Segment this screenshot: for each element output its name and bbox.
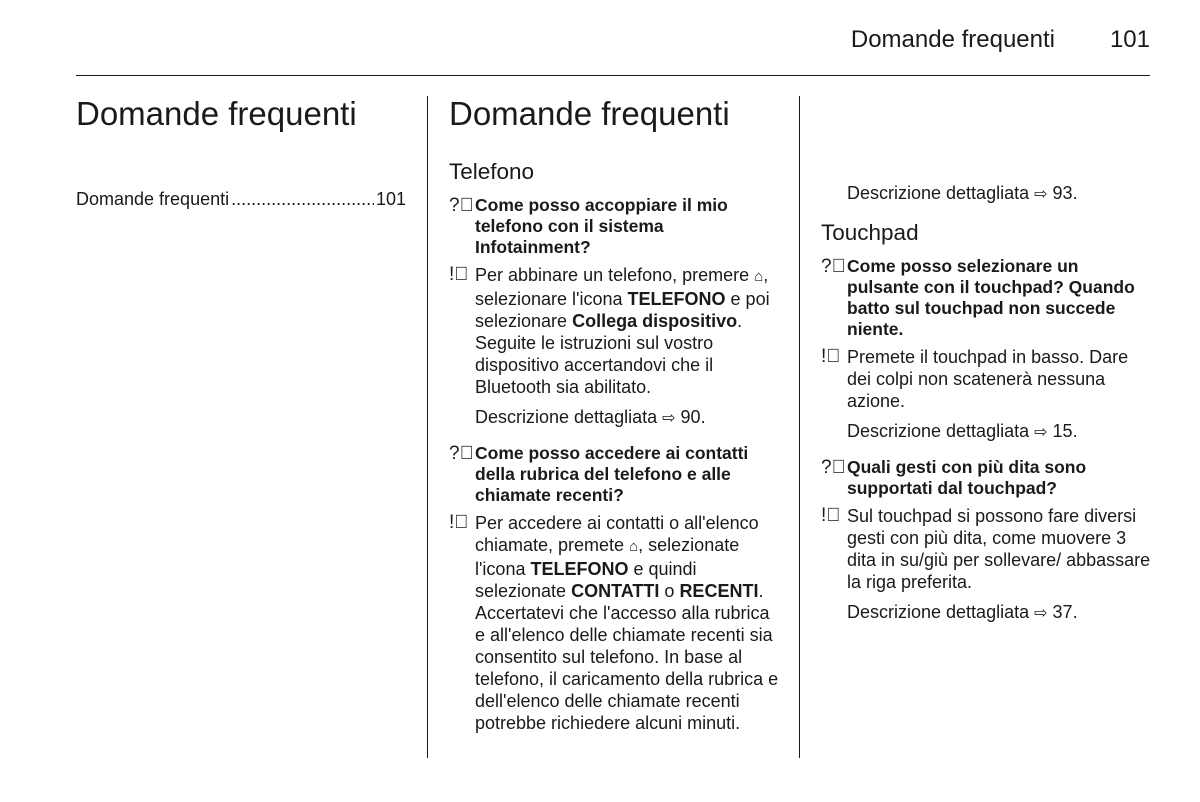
question-circle-icon: ?⃝: [821, 457, 846, 478]
answer-touchpad-select: [821, 346, 1151, 412]
reference-page: 15.: [1052, 421, 1078, 441]
question-circle-icon: ?⃝: [449, 195, 474, 216]
home-icon: ⌂: [754, 268, 764, 285]
key-recenti: RECENTI: [679, 581, 759, 601]
reference-touchpad-select[interactable]: [821, 420, 1151, 444]
key-contatti: CONTATTI: [571, 581, 660, 601]
question-text: Come posso accedere ai contatti della rubrica del telefono e alle chiamate recenti?: [475, 443, 749, 505]
reference-label: Descrizione dettagliata: [475, 407, 658, 427]
column-divider-1: [427, 96, 428, 758]
question-text: Quali gesti con più dita sono supportati dal touchpad?: [847, 457, 1087, 498]
exclamation-circle-icon: !⃝: [449, 264, 469, 285]
reference-arrow-icon: ⇨: [662, 410, 676, 427]
answer-phone-pairing: [449, 264, 779, 398]
reference-page: 37.: [1052, 602, 1078, 622]
column-divider-2: [799, 96, 800, 758]
home-icon: ⌂: [629, 538, 639, 555]
toc-entry[interactable]: [76, 188, 406, 210]
key-telefono: TELEFONO: [627, 289, 726, 309]
answer-text: Sul touchpad si possono fare diversi gesti con più dita, come muovere 3 dita in su/giù per sollevare/ abbassare la riga preferita.: [847, 506, 1151, 592]
toc-entry-label: Domande frequenti: [76, 189, 230, 209]
answer-text: [475, 264, 779, 398]
question-touchpad-select: [821, 256, 1151, 340]
key-telefono: TELEFONO: [530, 559, 629, 579]
chapter-title: Domande frequenti: [76, 95, 357, 132]
question-text: Come posso selezionare un pulsante con il touchpad? Quando batto sul touchpad non succede niente.: [847, 256, 1135, 339]
question-touchpad-gestures: [821, 457, 1151, 499]
toc-entry-page: 101: [375, 189, 406, 209]
reference-page: 93.: [1052, 183, 1078, 203]
reference-phone-pairing[interactable]: [449, 406, 779, 430]
answer-part: e quindi selezionate: [475, 559, 697, 601]
answer-phone-contacts: [449, 512, 779, 734]
exclamation-circle-icon: !⃝: [821, 505, 841, 526]
reference-arrow-icon: ⇨: [1034, 424, 1048, 441]
answer-part: . Accertatevi che l'accesso alla rubrica e all'elenco delle chiamate recenti sia consentito sul telefono. In base al telefono, il caricamento della rubrica e dell'elenco delle chiamate recenti potrebbe richiedere alcuni minuti.: [475, 581, 779, 733]
question-circle-icon: ?⃝: [449, 443, 474, 464]
question-text: Come posso accoppiare il mio telefono con il sistema Infotainment?: [475, 195, 728, 257]
answer-text: Premete il touchpad in basso. Dare dei colpi non scatenerà nessuna azione.: [847, 347, 1129, 411]
running-header-title: Domande frequenti: [850, 26, 1055, 53]
reference-touchpad-gestures[interactable]: [821, 601, 1151, 625]
page-number: 101: [1109, 26, 1150, 53]
reference-arrow-icon: ⇨: [1034, 186, 1048, 203]
answer-part: , selezionare l'icona: [475, 265, 769, 309]
reference-page: 90.: [680, 407, 706, 427]
toc-dot-leader: [231, 188, 374, 210]
subsection-title-touchpad: Touchpad: [821, 220, 919, 245]
faq-column-2: [449, 96, 779, 734]
answer-part: o: [659, 581, 675, 601]
question-circle-icon: ?⃝: [821, 256, 846, 277]
answer-touchpad-gestures: [821, 505, 1151, 593]
chapter-contents: [76, 96, 406, 210]
exclamation-circle-icon: !⃝: [449, 512, 469, 533]
question-phone-contacts: [449, 443, 779, 506]
section-title: Domande frequenti: [449, 95, 730, 132]
reference-phone-contacts[interactable]: [821, 182, 1151, 206]
answer-part: Per accedere ai contatti o all'elenco chiamate, premete: [475, 513, 759, 555]
exclamation-circle-icon: !⃝: [821, 346, 841, 367]
key-collega-dispositivo: Collega dispositivo: [572, 311, 738, 331]
faq-column-3: [821, 96, 1151, 625]
answer-part: . Seguite le istruzioni sul vostro dispositivo accertandovi che il Bluetooth sia abilitato.: [475, 311, 743, 397]
answer-text: [475, 512, 779, 734]
header-rule: [76, 75, 1150, 76]
question-phone-pairing: [449, 195, 779, 258]
reference-label: Descrizione dettagliata: [847, 183, 1030, 203]
answer-part: , selezionate l'icona: [475, 535, 740, 579]
reference-label: Descrizione dettagliata: [847, 602, 1030, 622]
answer-part: Per abbinare un telefono, premere: [475, 265, 750, 285]
answer-part: e poi selezionare: [475, 289, 770, 331]
subsection-title-telefono: Telefono: [449, 159, 535, 184]
reference-arrow-icon: ⇨: [1034, 605, 1048, 622]
reference-label: Descrizione dettagliata: [847, 421, 1030, 441]
